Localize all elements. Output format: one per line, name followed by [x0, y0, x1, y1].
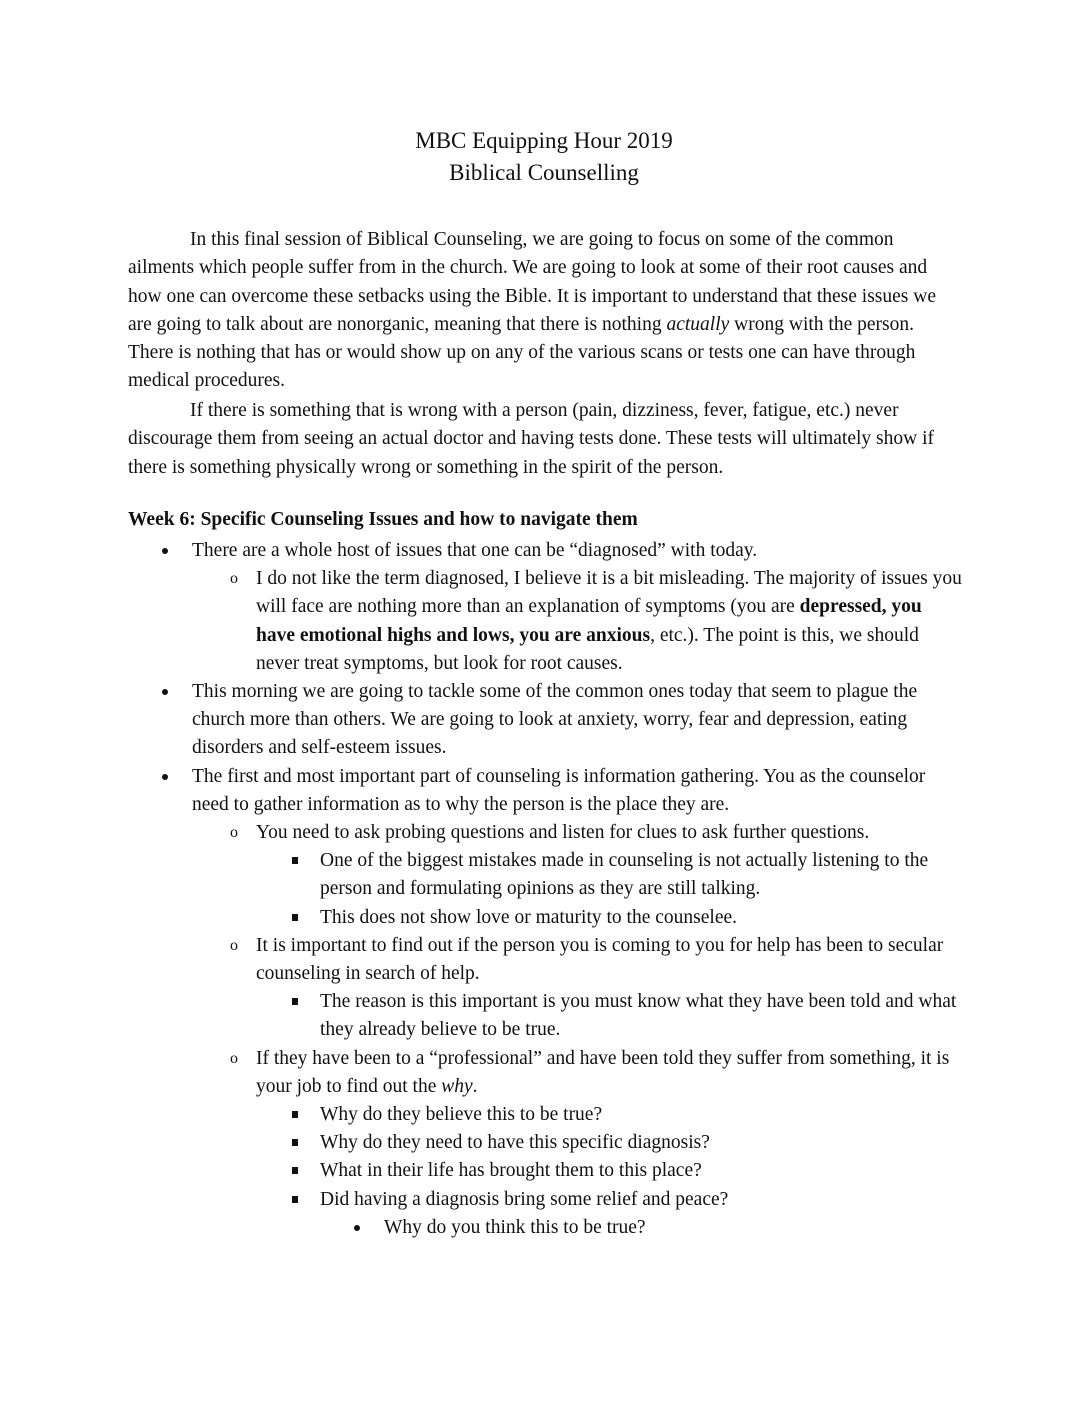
- hollow-circle-bullet-icon: o: [230, 824, 238, 842]
- emphasis-word: why: [441, 1075, 473, 1097]
- list-item: [230, 1045, 962, 1101]
- list-item-text: This does not show love or maturity to the counselee.: [320, 906, 738, 928]
- intro-p1-emphasis: actually: [666, 313, 730, 335]
- bold-term: you are anxious: [519, 624, 651, 646]
- list-item: [192, 537, 962, 565]
- list-text-part: , etc.). The point is this, we should never treat symptoms, but look for root causes.: [256, 624, 919, 674]
- list-text-part: I do not like the term diagnosed, I believe it is a bit misleading. The majority of issues you will face are nothing more than an explanation of symptoms (you are: [256, 568, 962, 618]
- bold-term: ,: [881, 596, 892, 618]
- list-item-text: There are a whole host of issues that one can be “diagnosed” with today.: [192, 540, 758, 561]
- list-item: [320, 904, 962, 932]
- list-item: [320, 988, 962, 1044]
- list-item-text: This morning we are going to tackle some of the common ones today that seem to plague the church more than others. We are going to look at anxiety, worry, fear and depression, eating disorders and self-esteem issues.: [192, 681, 918, 759]
- list-item: [320, 1129, 962, 1157]
- list-item-text: [256, 568, 962, 674]
- list-item: [320, 1157, 962, 1185]
- bold-term: depressed: [799, 596, 882, 618]
- list-text-part: If they have been to a “professional” and have been told they suffer from something, it is your job to find out the: [256, 1047, 950, 1097]
- list-item: [230, 565, 962, 678]
- intro-p1-text-b: wrong with the person. There is nothing that has or would show up on any of the various scans or tests one can have through medical procedures.: [128, 313, 916, 392]
- list-item-text: One of the biggest mistakes made in counseling is not actually listening to the person and formulating opinions as they are still talking.: [320, 850, 929, 900]
- list-item: [192, 678, 962, 763]
- list-item-text: You need to ask probing questions and listen for clues to ask further questions.: [256, 822, 870, 844]
- list-item-text: It is important to find out if the person you is coming to you for help has been to secular counseling in search of help.: [256, 934, 944, 985]
- list-item-text: Why do they believe this to be true?: [320, 1104, 603, 1126]
- list-item: [320, 847, 962, 903]
- list-item: [320, 1101, 962, 1129]
- document-title: MBC Equipping Hour 2019: [415, 128, 673, 153]
- list-item: [230, 819, 962, 847]
- list-item-text: Why do they need to have this specific diagnosis?: [320, 1132, 710, 1154]
- bold-term: you have emotional highs and lows: [256, 596, 922, 646]
- list-item: [384, 1214, 962, 1242]
- list-item: [320, 1186, 962, 1214]
- list-item-text: What in their life has brought them to this place?: [320, 1160, 702, 1182]
- hollow-circle-bullet-icon: o: [230, 570, 238, 588]
- list-item-text: The first and most important part of counseling is information gathering. You as the counselor need to gather information as to why the person is the place they are.: [192, 765, 926, 815]
- intro-paragraph-2: [128, 397, 958, 482]
- list-item: [230, 932, 962, 988]
- hollow-circle-bullet-icon: o: [230, 936, 238, 954]
- list-item-text: [256, 1048, 949, 1097]
- bold-term: ,: [509, 624, 520, 646]
- outline-list: [0, 537, 1088, 1242]
- intro-p1-text-a: In this final session of Biblical Counseling, we are going to focus on some of the common ailments which people suffer from in the church. We are going to look at some of their root causes and how one can overcome these setbacks using the Bible. It is important to understand that these issues we are going to talk about are nonorganic, meaning that there is nothing: [128, 229, 936, 335]
- list-item-text: The reason is this important is you must know what they have been told and what they already believe to be true.: [320, 991, 957, 1041]
- document-subtitle: Biblical Counselling: [449, 160, 639, 185]
- section-heading: Week 6: Specific Counseling Issues and how to navigate them: [128, 509, 638, 530]
- list-item-text: Did having a diagnosis bring some relief and peace?: [320, 1188, 729, 1210]
- intro-paragraph-1: [128, 226, 958, 396]
- list-text-part: .: [472, 1075, 478, 1097]
- intro-p2-text: If there is something that is wrong with a person (pain, dizziness, fever, fatigue, etc.) never discourage them from seeing an actual doctor and having tests done. These tests will ultimately show if there is something physically wrong or something in the spirit of the person.: [128, 400, 934, 478]
- list-item-text: Why do you think this to be true?: [384, 1216, 646, 1238]
- list-item: [192, 763, 962, 819]
- hollow-circle-bullet-icon: o: [230, 1049, 238, 1067]
